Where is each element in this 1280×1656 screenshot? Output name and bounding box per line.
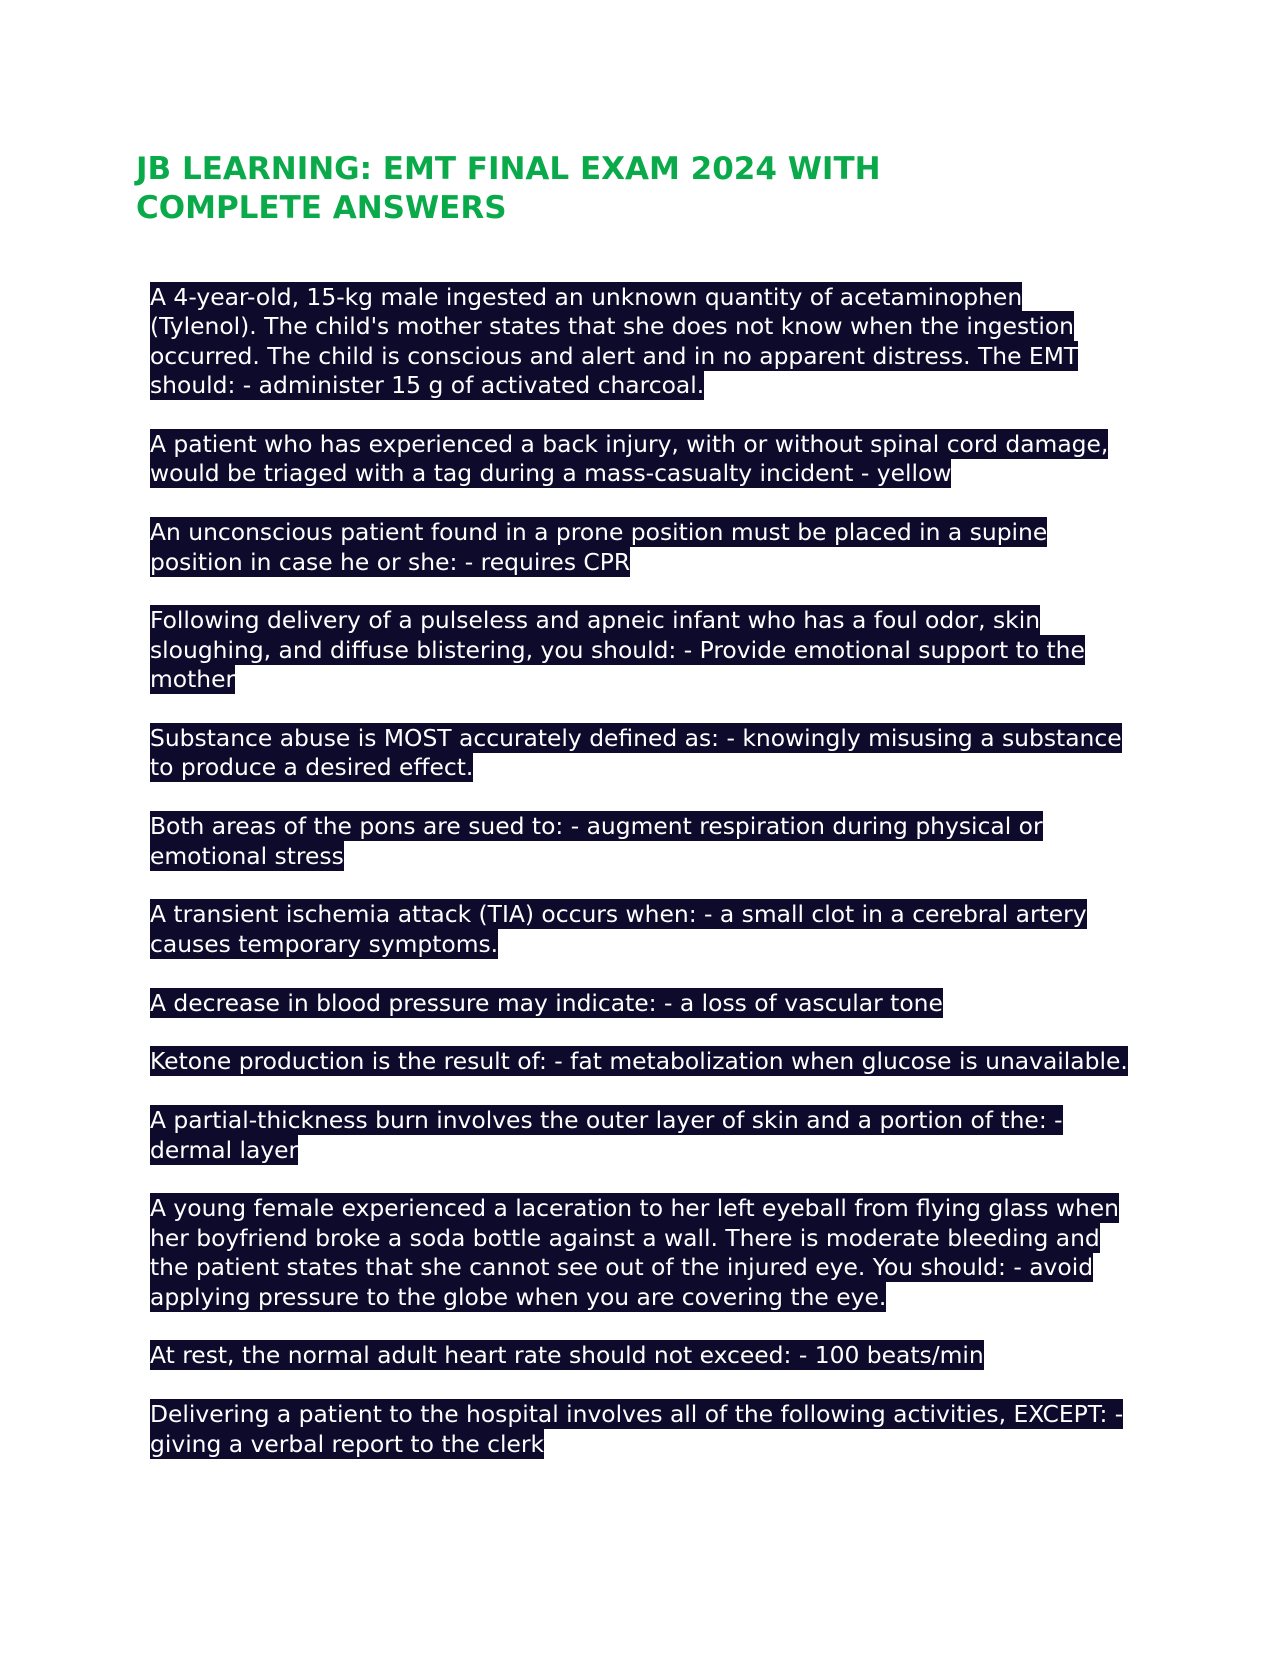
qa-list [150,283,1130,1488]
qa-text: A partial-thickness burn involves the outer layer of skin and a portion of the: - dermal layer [150,1106,1063,1164]
qa-text: Following delivery of a pulseless and apneic infant who has a foul odor, skin sloughing, and diffuse blistering, you should: - Provide emotional support to the mother [150,606,1085,694]
qa-item [150,518,1130,577]
qa-text: Delivering a patient to the hospital involves all of the following activities, EXCEPT: - giving a verbal report to the clerk [150,1400,1124,1458]
qa-text: A 4-year-old, 15-kg male ingested an unknown quantity of acetaminophen (Tylenol). The child's mother states that she does not know when the ingestion occurred. The child is conscious and alert and in no apparent distress. The EMT should: - administer 15 g of activated charcoal. [150,283,1079,400]
qa-item [150,724,1130,783]
qa-item [150,1400,1130,1459]
qa-text: A young female experienced a laceration to her left eyeball from flying glass when her boyfriend broke a soda bottle against a wall. There is moderate bleeding and the patient states that she cannot see out of the injured eye. You should: - avoid applying pressure to the globe when you are covering the eye. [150,1194,1120,1311]
qa-item [150,1047,1130,1076]
qa-item [150,1194,1130,1312]
qa-text: A patient who has experienced a back injury, with or without spinal cord damage, would be triaged with a tag during a mass-casualty incident - yellow [150,430,1109,488]
qa-item [150,1341,1130,1370]
qa-text: A transient ischemia attack (TIA) occurs when: - a small clot in a cerebral artery causes temporary symptoms. [150,900,1087,958]
document-title: JB LEARNING: EMT FINAL EXAM 2024 WITH COMPLETE ANSWERS [136,151,881,226]
qa-text: An unconscious patient found in a prone position must be placed in a supine position in case he or she: - requires CPR [150,518,1048,576]
qa-item [150,900,1130,959]
qa-item [150,812,1130,871]
qa-item [150,1106,1130,1165]
qa-item [150,430,1130,489]
qa-text: A decrease in blood pressure may indicate: - a loss of vascular tone [150,988,943,1017]
qa-text: Substance abuse is MOST accurately defined as: - knowingly misusing a substance to produce a desired effect. [150,724,1122,782]
qa-item [150,989,1130,1018]
qa-text: Ketone production is the result of: - fat metabolization when glucose is unavailable. [150,1047,1128,1076]
qa-text: Both areas of the pons are sued to: - augment respiration during physical or emotional stress [150,812,1043,870]
qa-text: At rest, the normal adult heart rate should not exceed: - 100 beats/min [150,1341,984,1370]
qa-item [150,283,1130,401]
qa-item [150,606,1130,694]
